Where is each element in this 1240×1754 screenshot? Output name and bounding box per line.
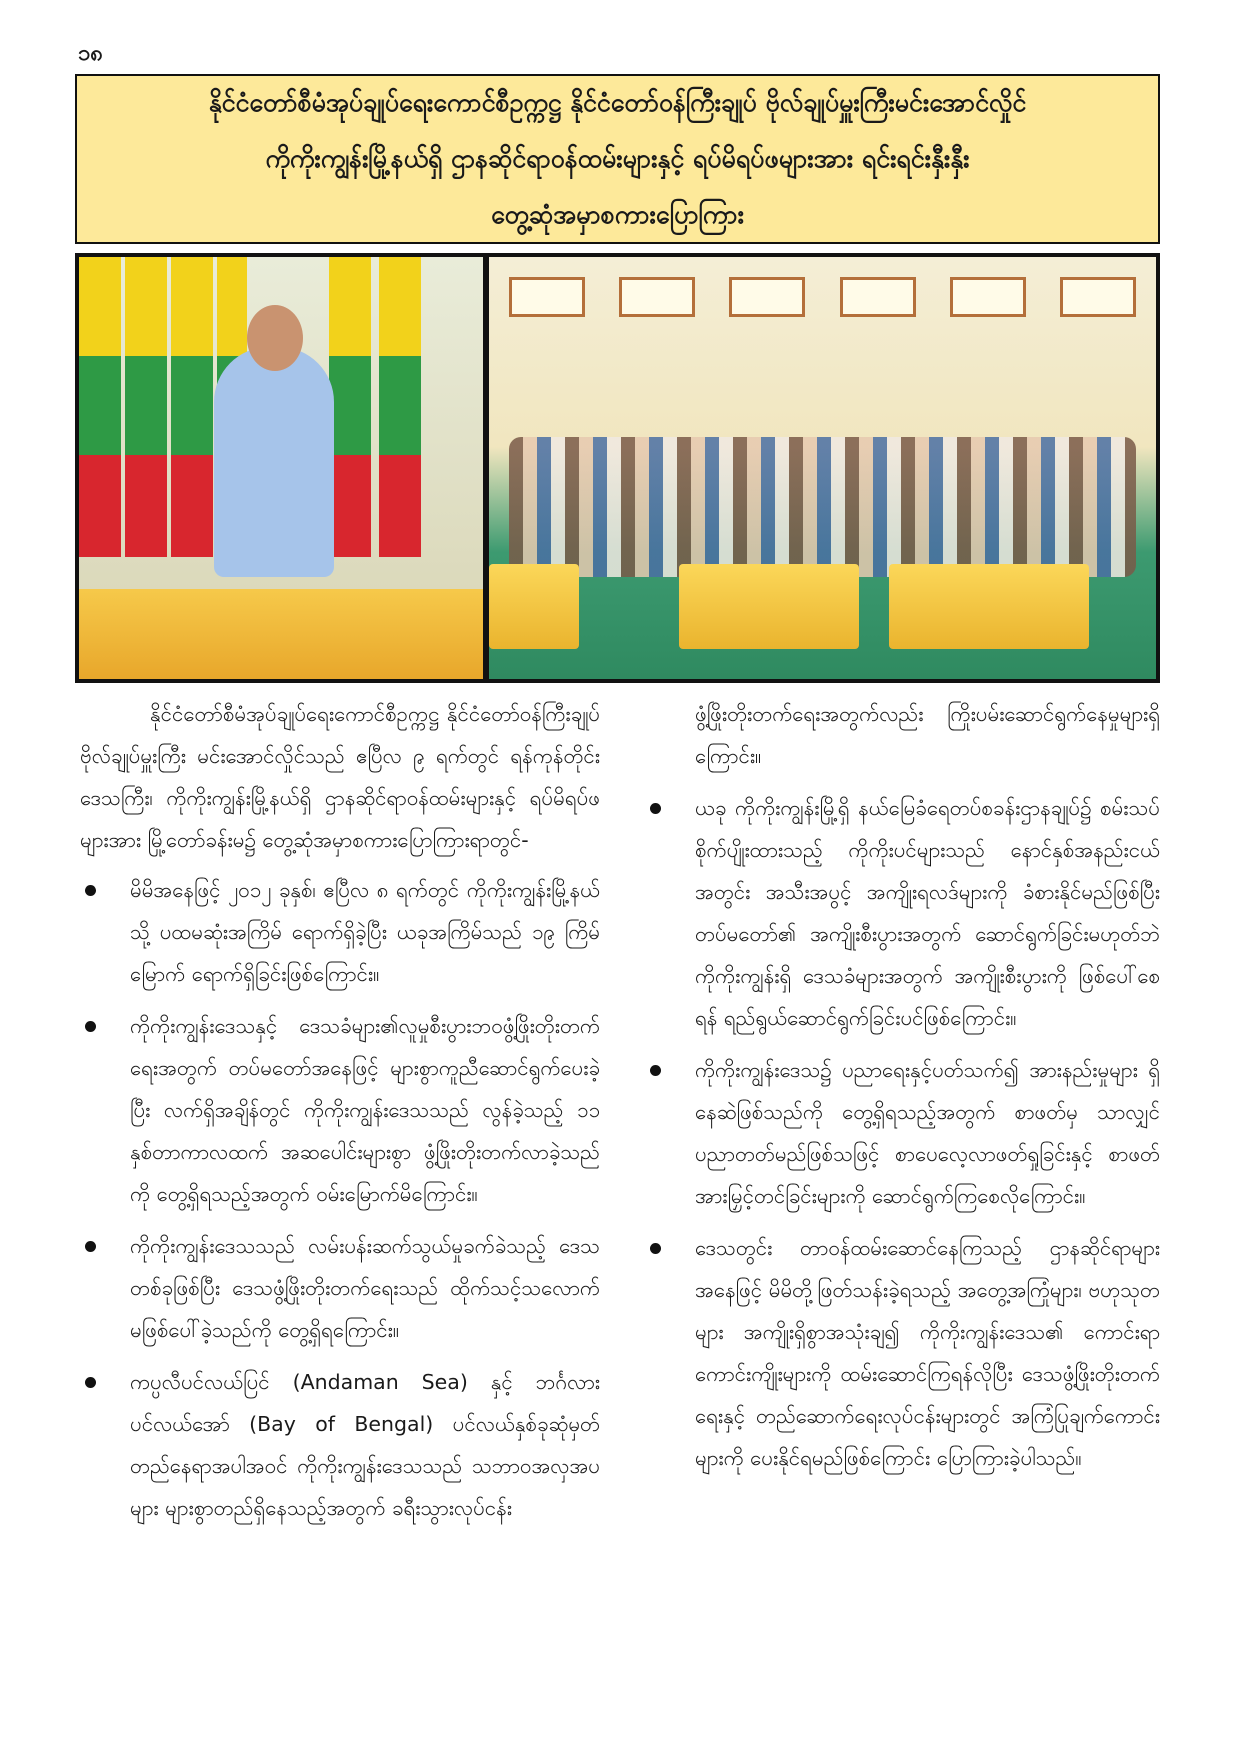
hall-windows — [509, 277, 1136, 317]
bullet-continuation: ဖွံ့ဖြိုးတိုးတက်ရေးအတွက်လည်း ကြိုးပမ်းဆောင်ရွက်နေမှုများရှိကြောင်း။ — [695, 702, 1160, 768]
bullet-item: ကိုကိုးကျွန်းဒေသနှင့် ဒေသခံများ၏လူမှုစီးပွားဘဝဖွံ့ဖြိုးတိုးတက်ရေးအတွက် တပ်မတော်အနေဖြင့် များစွာကူညီဆောင်ရွက်ပေးခဲ့ပြီး လက်ရှိအချိန်တွင် ကိုကိုးကျွန်းဒေသသည် လွန်ခဲ့သည့် ၁၁ နှစ်တာကာလထက် အဆပေါင်းများစွာ ဖွံ့ဖြိုးတိုးတက်လာခဲ့သည်ကို တွေ့ရှိရသည့်အတွက် ဝမ်းမြောက်မိကြောင်း။ — [80, 1005, 600, 1215]
speaker-photo — [79, 257, 483, 679]
speaker-desk — [79, 589, 483, 679]
headline-box — [75, 74, 1160, 244]
photo-collage — [75, 253, 1160, 683]
window — [840, 277, 916, 317]
flag-1 — [79, 257, 121, 557]
bullet-item: မိမိအနေဖြင့် ၂၀၁၂ ခုနှစ်၊ ဧပြီလ ၈ ရက်တွင် ကိုကိုးကျွန်းမြို့နယ်သို့ ပထမဆုံးအကြိမ် ရောက်ရှိခဲ့ပြီး ယခုအကြိမ်သည် ၁၉ ကြိမ်မြောက် ရောက်ရှိခြင်းဖြစ်ကြောင်း။ — [80, 869, 600, 995]
audience-desk — [679, 564, 859, 649]
headline-line-2: ကိုကိုးကျွန်းမြို့နယ်ရှိ ဌာနဆိုင်ရာဝန်ထမ်းများနှင့် ရပ်မိရပ်ဖများအား ရင်းရင်းနှီးနှီး — [265, 144, 970, 173]
flag-6 — [379, 257, 421, 557]
window — [619, 277, 695, 317]
article-column-right — [645, 693, 1160, 1489]
window — [729, 277, 805, 317]
audience-desk — [489, 564, 579, 649]
bullet-item: ယခု ကိုကိုးကျွန်းမြို့ရှိ နယ်မြေခံရေတပ်စခန်းဌာနချုပ်၌ စမ်းသပ်စိုက်ပျိုးထားသည့် ကိုကိုးပင်များသည် နောင်နှစ်အနည်းငယ်အတွင်း အသီးအပွင့် အကျိုးရလဒ်များကို ခံစားနိုင်မည်ဖြစ်ပြီး တပ်မတော်၏ အကျိုးစီးပွားအတွက် ဆောင်ရွက်ခြင်းမဟုတ်ဘဲ ကိုကိုးကျွန်းရှိ ဒေသခံများအတွက် အကျိုးစီးပွားကို ဖြစ်ပေါ်စေရန် ရည်ရွယ်ဆောင်ရွက်ခြင်းပင်ဖြစ်ကြောင်း။ — [645, 787, 1160, 1039]
audience-crowd — [509, 437, 1136, 577]
window — [1060, 277, 1136, 317]
audience-photo — [489, 257, 1156, 679]
audience-desk — [889, 564, 1089, 649]
page-number: ၁၈ — [78, 41, 103, 66]
article-column-left — [80, 693, 600, 1539]
flag-3 — [171, 257, 213, 557]
bullet-item: ကိုကိုးကျွန်းဒေသ၌ ပညာရေးနှင့်ပတ်သက်၍ အားနည်းမှုများ ရှိနေဆဲဖြစ်သည်ကို တွေ့ရှိရသည့်အတွက် စာဖတ်မှ သာလျှင် ပညာတတ်မည်ဖြစ်သဖြင့် စာပေလေ့လာဖတ်ရှုခြင်းနှင့် စာဖတ်အားမြှင့်တင်ခြင်းများကို ဆောင်ရွက်ကြစေလိုကြောင်း။ — [645, 1049, 1160, 1217]
bullet-item: ဒေသတွင်း တာဝန်ထမ်းဆောင်နေကြသည့် ဌာနဆိုင်ရာများအနေဖြင့် မိမိတို့ဖြတ်သန်းခဲ့ရသည့် အတွေ့အကြုံများ၊ ဗဟုသုတများ အကျိုးရှိစွာအသုံးချ၍ ကိုကိုးကျွန်းဒေသ၏ ကောင်းရာကောင်းကျိုးများကို ထမ်းဆောင်ကြရန်လိုပြီး ဒေသဖွံ့ဖြိုးတိုးတက်ရေးနှင့် တည်ဆောက်ရေးလုပ်ငန်းများတွင် အကြံပြုချက်ကောင်းများကို ပေးနိုင်ရမည်ဖြစ်ကြောင်း ပြောကြားခဲ့ပါသည်။ — [645, 1227, 1160, 1479]
headline-line-3: တွေ့ဆုံအမှာစကားပြောကြား — [491, 200, 744, 229]
headline-line-1: နိုင်ငံတော်စီမံအုပ်ချုပ်ရေးကောင်စီဥက္ကဋ္ဌ နိုင်ငံတော်ဝန်ကြီးချုပ် ဗိုလ်ချုပ်မှူးကြီးမင်းအောင်လှိုင် — [208, 88, 1027, 117]
speaker-head — [247, 305, 303, 371]
article-intro: နိုင်ငံတော်စီမံအုပ်ချုပ်ရေးကောင်စီဥက္ကဋ္ဌ နိုင်ငံတော်ဝန်ကြီးချုပ် ဗိုလ်ချုပ်မှူးကြီး မင်းအောင်လှိုင်သည် ဧပြီလ ၉ ရက်တွင် ရန်ကုန်တိုင်းဒေသကြီး၊ ကိုကိုးကျွန်းမြို့နယ်ရှိ ဌာနဆိုင်ရာဝန်ထမ်းများနှင့် ရပ်မိရပ်ဖများအား မြို့တော်ခန်းမ၌ တွေ့ဆုံအမှာစကားပြောကြားရာတွင်- — [80, 702, 600, 852]
window — [509, 277, 585, 317]
flag-2 — [125, 257, 167, 557]
bullet-item: ကိုကိုးကျွန်းဒေသသည် လမ်းပန်းဆက်သွယ်မှုခက်ခဲသည့် ဒေသတစ်ခုဖြစ်ပြီး ဒေသဖွံ့ဖြိုးတိုးတက်ရေးသည် ထိုက်သင့်သလောက် မဖြစ်ပေါ်ခဲ့သည်ကို တွေ့ရှိရကြောင်း။ — [80, 1225, 600, 1351]
window — [950, 277, 1026, 317]
speaker-figure — [214, 347, 334, 577]
bullet-item: ကပ္ပလီပင်လယ်ပြင် (Andaman Sea) နှင့် ဘင်္ဂလားပင်လယ်အော် (Bay of Bengal) ပင်လယ်နှစ်ခုဆုံမှတ် တည်နေရာအပါအဝင် ကိုကိုးကျွန်းဒေသသည် သဘာဝအလှအပများ များစွာတည်ရှိနေသည့်အတွက် ခရီးသွားလုပ်ငန်း — [80, 1361, 600, 1529]
flag-5 — [329, 257, 371, 557]
